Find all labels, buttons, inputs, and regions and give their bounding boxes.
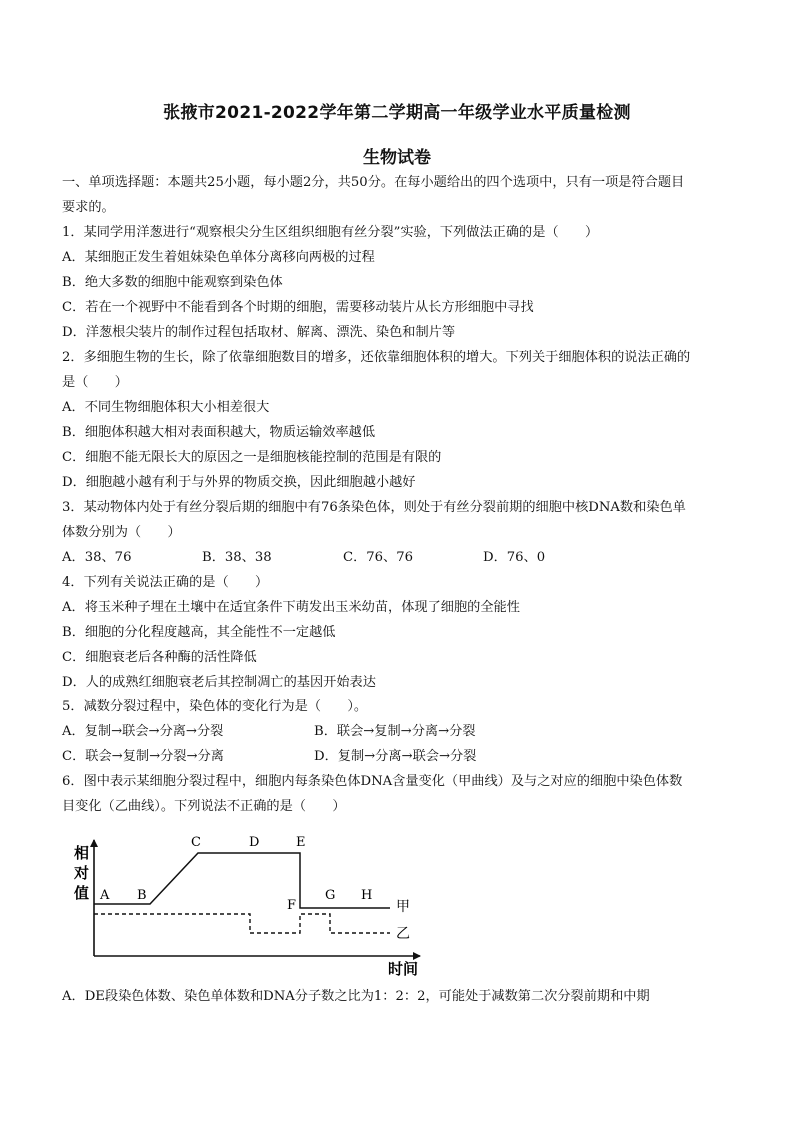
q1-stem: 1．某同学用洋葱进行“观察根尖分生区组织细胞有丝分裂”实验，下列做法正确的是（ ） (62, 225, 599, 240)
q2-option-d: D．细胞越小越有利于与外界的物质交换，因此细胞越小越好 (62, 475, 416, 490)
q3-stem: 3．某动物体内处于有丝分裂后期的细胞中有76条染色体，则处于有丝分裂前期的细胞中核DNA数和染色单 (62, 500, 686, 515)
curve-label-jia: 甲 (396, 899, 410, 915)
curve-label-yi: 乙 (396, 926, 410, 942)
q4-stem: 4．下列有关说法正确的是（ ） (62, 575, 269, 590)
q1-option-c: C．若在一个视野中不能看到各个时期的细胞，需要移动装片从长方形细胞中寻找 (62, 300, 534, 315)
q6-option-a: A．DE段染色体数、染色单体数和DNA分子数之比为1：2：2，可能处于减数第二次分裂前期和中期 (62, 989, 650, 1004)
exam-title: 张掖市2021-2022学年第二学期高一年级学业水平质量检测 (163, 103, 631, 123)
q1-option-b: B．绝大多数的细胞中能观察到染色体 (62, 275, 283, 290)
q3-option-c: C．76、76 (343, 550, 414, 565)
q6-figure (0, 826, 794, 1006)
point-label-h: H (361, 888, 373, 903)
q4-option-c: C．细胞衰老后各种酶的活性降低 (62, 650, 257, 665)
q3-option-d: D．76、0 (483, 550, 546, 565)
q4-option-b: B．细胞的分化程度越高，其全能性不一定越低 (62, 625, 336, 640)
q4-option-d: D．人的成熟红细胞衰老后其控制凋亡的基因开始表达 (62, 675, 376, 690)
q2-stem: 2．多细胞生物的生长，除了依靠细胞数目的增多，还依靠细胞体积的增大。下列关于细胞体积的说法正确的 (62, 350, 691, 365)
y-axis-label-1: 相 (74, 844, 90, 862)
q3-option-b: B．38、38 (202, 550, 272, 565)
section-heading-cont: 要求的。 (62, 200, 115, 215)
q5-stem: 5．减数分裂过程中，染色体的变化行为是（ ）。 (62, 699, 368, 714)
y-axis-label-2: 对 (74, 864, 90, 882)
q2-option-a: A．不同生物细胞体积大小相差很大 (62, 400, 270, 415)
q6-stem-cont: 目变化（乙曲线）。下列说法不正确的是（ ） (62, 799, 346, 814)
q1-option-d: D．洋葱根尖装片的制作过程包括取材、解离、漂洗、染色和制片等 (62, 325, 456, 340)
x-axis-label: 时间 (388, 960, 419, 978)
q3-option-a: A．38、76 (62, 550, 132, 565)
q2-option-b: B．细胞体积越大相对表面积越大，物质运输效率越低 (62, 425, 376, 440)
point-label-d: D (249, 835, 260, 850)
q5-option-b: B．联会→复制→分离→分裂 (314, 724, 476, 739)
q5-options-row1 (62, 723, 742, 741)
point-label-f: F (287, 898, 297, 913)
point-label-c: C (191, 835, 201, 850)
q3-stem-cont: 体数分别为（ ） (62, 525, 181, 540)
q1-option-a: A．某细胞正发生着姐妹染色单体分离移向两极的过程 (62, 250, 375, 265)
q5-options-row2 (62, 748, 742, 766)
point-label-g: G (325, 888, 336, 903)
q2-stem-cont: 是（ ） (62, 375, 128, 390)
q2-option-c: C．细胞不能无限长大的原因之一是细胞核能控制的范围是有限的 (62, 450, 442, 465)
point-label-a: A (100, 888, 110, 903)
y-axis-label-3: 值 (74, 884, 90, 902)
q5-option-c: C．联会→复制→分裂→分离 (62, 749, 224, 764)
exam-subtitle: 生物试卷 (363, 148, 431, 168)
q5-option-d: D．复制→分离→联会→分裂 (314, 749, 477, 764)
q5-option-a: A．复制→联会→分离→分裂 (62, 724, 224, 739)
q3-options (62, 549, 742, 567)
section-heading: 一、单项选择题：本题共25小题，每小题2分，共50分。在每小题给出的四个选项中，只有一项是符合题目 (62, 175, 685, 190)
q6-stem: 6．图中表示某细胞分裂过程中，细胞内每条染色体DNA含量变化（甲曲线）及与之对应的细胞中染色体数 (62, 774, 683, 789)
curve-yi (94, 914, 390, 933)
q4-option-a: A．将玉米种子埋在土壤中在适宜条件下萌发出玉米幼苗，体现了细胞的全能性 (62, 600, 520, 615)
point-label-b: B (137, 888, 147, 903)
point-label-e: E (296, 835, 306, 850)
